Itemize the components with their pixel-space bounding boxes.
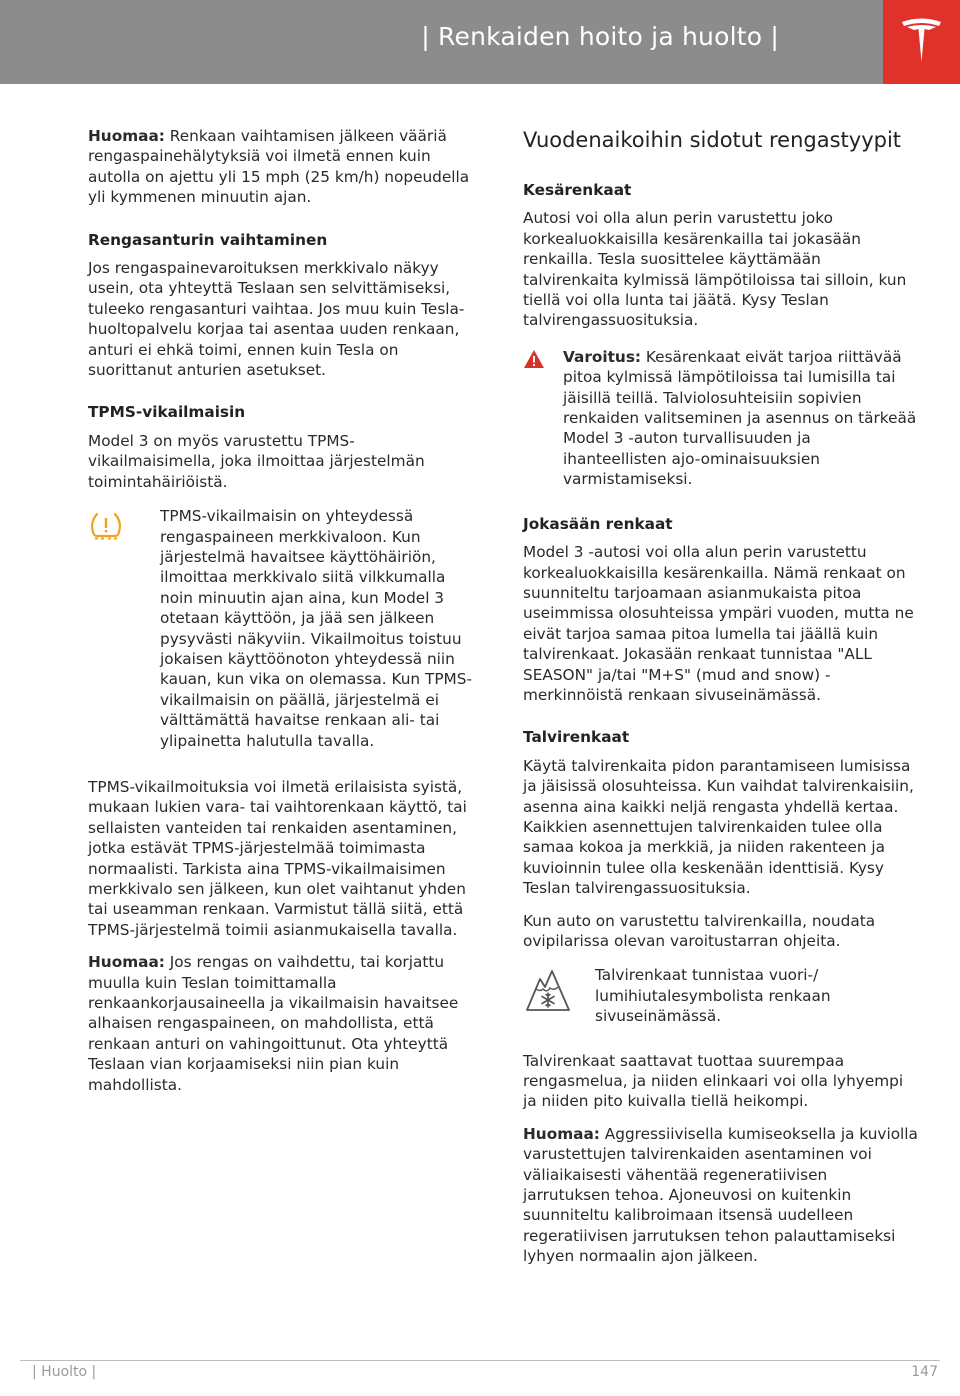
summer-paragraph: Autosi voi olla alun perin varustettu joko korkealuokkaisilla kesärenkailla tai jokasään renkailla. Tesla suosittelee käyttämään talvirenkaita kylmissä lämpötiloissa tai silloin, kun tiellä voi olla lunta tai jäätä. Kysy Teslan talvirengassuosituksia. bbox=[523, 209, 907, 330]
warning-label: Varoitus: bbox=[563, 347, 642, 366]
heading-sensor-replacement: Rengasanturin vaihtaminen bbox=[88, 230, 328, 249]
note-label: Huomaa: bbox=[88, 953, 165, 972]
heading-tpms-indicator: TPMS-vikailmaisin bbox=[88, 403, 246, 422]
warning-block bbox=[523, 347, 918, 490]
all-season-paragraph: Model 3 -autosi voi olla alun perin varustettu korkealuokkaisilla kesärenkailla. Nämä renkaat on suunniteltu tarjoamaan asianmukaista pitoa useimmissa olosuhteissa ympäri vuoden, mutta ne eivät tarjoa samaa pitoa lumella tai jäällä kuin talvirenkaat. Jokasään renkaat tunnistaa "ALL SEASON" ja/tai "M+S" (mud and snow) -merkinnöistä renkaan sivuseinämässä. bbox=[523, 543, 914, 704]
mountain-icon-block bbox=[523, 965, 918, 1026]
section-title-seasonal: Vuodenaikoihin sidotut rengastyypit bbox=[523, 128, 902, 152]
note-text: Renkaan vaihtamisen jälkeen vääriä rengaspainehälytyksiä voi ilmetä ennen kuin autolla on ajettu yli 15 mph (25 km/h) nopeudella yli kymmenen minuutin ajan. bbox=[88, 127, 470, 207]
sensor-paragraph: Jos rengaspainevaroituksen merkkivalo näkyy usein, ota yhteyttä Teslaan sen selvittämiseksi, tuleeko rengasanturi vaihtaa. Jos muu kuin Tesla-huoltopalvelu korjaa tai asentaa uuden renkaan, anturi ei ehkä toimi, ennen kuin Tesla on suorittanut anturien asetukset. bbox=[88, 259, 465, 380]
note-paragraph-3 bbox=[523, 1124, 918, 1267]
page-title: | Renkaiden hoito ja huolto | bbox=[421, 22, 779, 51]
tesla-logo-icon bbox=[899, 16, 944, 66]
note-text: Jos rengas on vaihdettu, tai korjattu muulla kuin Teslan toimittamalla renkaankorjausaineella ja vikailmaisin havaitsee alhaisen rengaspaineen, on mahdollista, että renkaan anturi on vahingoittunut. Ota yhteyttä Teslaan vian korjaamiseksi niin pian kuin mahdollista. bbox=[88, 953, 459, 1094]
note-paragraph-2 bbox=[88, 952, 480, 1095]
right-column bbox=[523, 126, 918, 1279]
tpms-alerts-paragraph: TPMS-vikailmoituksia voi ilmetä erilaisista syistä, mukaan lukien vara- tai vaihtorenkaan käyttö, tai sellaisten vanteiden tai renkaiden asentaminen, jotka estävät TPMS-järjestelmää toimimasta normaalisti. Tarkista aina TPMS-vikailmaisimen merkkivalo sen jälkeen, kun olet vaihtanut yhden tai useamman renkaan. Varmistut tällä siitä, että TPMS-järjestelmä toimii asianmukaisella tavalla. bbox=[88, 777, 467, 939]
left-column bbox=[88, 126, 480, 1107]
footer-divider bbox=[20, 1360, 940, 1361]
mountain-snowflake-icon bbox=[523, 965, 573, 1013]
tpms-warning-icon bbox=[88, 510, 124, 542]
chains-paragraph: Kun auto on varustettu talvirenkailla, noudata ovipilarissa olevan varoitustarran ohjeita. bbox=[523, 911, 876, 950]
footer-section: | Huolto | bbox=[32, 1364, 97, 1380]
heading-winter-tires: Talvirenkaat bbox=[523, 728, 630, 747]
warning-triangle-icon bbox=[523, 349, 545, 369]
note-paragraph bbox=[88, 126, 480, 208]
tpms-icon-block bbox=[88, 506, 480, 751]
winter-paragraph: Käytä talvirenkaita pidon parantamiseen lumisissa ja jäisissä olosuhteissa. Kun vaihdat talvirenkaisiin, asenna aina kaikki neljä rengasta yhdellä kertaa. Kaikkien asennettujen talvirenkaiden tulee olla samaa kokoa ja merkkiä, ja niiden rakenteen ja kuvioinnin tulee olla keskenään identtisiä. Kysy Teslan talvirengassuosituksia. bbox=[523, 756, 914, 898]
warning-body: Kesärenkaat eivät tarjoa riittävää pitoa kylmissä lämpötiloissa tai lumisilla tai jäisillä teillä. Talviolosuhteisiin sopivien renkaiden valitseminen ja asennus on tärkeää Model 3 -auton turvallisuuden ja ihanteellisten ajo-ominaisuuksien varmistamiseksi. bbox=[563, 347, 917, 489]
tesla-logo bbox=[883, 0, 960, 84]
noise-paragraph: Talvirenkaat saattavat tuottaa suurempaa rengasmelua, ja niiden elinkaari voi olla lyhyempi ja niiden pito kuivalla tiellä heikompi. bbox=[523, 1051, 904, 1111]
note-label: Huomaa: bbox=[88, 127, 165, 145]
note-text: Aggressiivisella kumiseoksella ja kuviolla varustettujen talvirenkaiden asentaminen voi väliaikaisesti vähentää regeneratiivisen jarrutuksen tehoa. Ajoneuvosi on kuitenkin suunniteltu kalibroimaan itsensä uudelleen regeratiivisen jarrutuksen tehon palauttamiseksi lyhyen normaalin ajon jälkeen. bbox=[523, 1124, 918, 1266]
mountain-icon-text: Talvirenkaat tunnistaa vuori-/ lumihiutalesymbolista renkaan sivuseinämässä. bbox=[595, 966, 831, 1026]
note-label: Huomaa: bbox=[523, 1124, 600, 1143]
warning-text bbox=[563, 347, 918, 490]
tpms-icon-text: TPMS-vikailmaisin on yhteydessä rengaspaineen merkkivaloon. Kun järjestelmä havaitsee käyttöhäiriön, ilmoittaa merkkivalo siitä vilkkumalla noin minuutin ajan aina, kun Model 3 otetaan käyttöön, ja jää sen jälkeen pysyvästi näkyviin. Vikailmoitus toistuu jokaisen käyttöönoton yhteydessä niin kauan, kun vika on olemassa. Kun TPMS-vikailmaisin on päällä, järjestelmä ei välttämättä havaitse renkaan ali- tai ylipainetta halutulla tavalla. bbox=[160, 507, 472, 750]
page-number: 147 bbox=[911, 1364, 938, 1380]
tpms-paragraph: Model 3 on myös varustettu TPMS-vikailmaisimella, joka ilmoittaa järjestelmän toimintahäiriöistä. bbox=[88, 431, 425, 491]
heading-all-season-tires: Jokasään renkaat bbox=[523, 514, 673, 533]
page-header bbox=[0, 0, 883, 84]
heading-summer-tires: Kesärenkaat bbox=[523, 181, 632, 199]
